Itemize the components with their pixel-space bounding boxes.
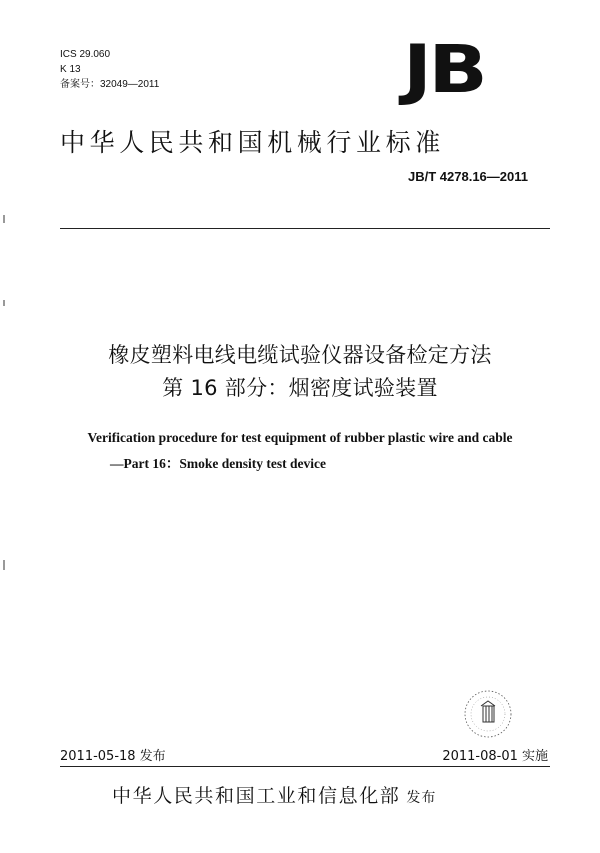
publisher-label: 发布 [406,790,437,806]
scan-artifact [3,215,5,223]
title-english-line-2: —Part 16：Smoke density test device [110,456,326,471]
publisher-name: 中华人民共和国工业和信息化部 [112,785,401,807]
ics-code: ICS 29.060 [60,49,111,60]
title-chinese-line-1: 橡皮塑料电线电缆试验仪器设备检定方法 [108,343,492,367]
title-chinese-line-2: 第 16 部分：烟密度试验装置 [162,376,438,400]
jb-logo: JB [403,31,485,108]
standard-number: JB/T 4278.16—2011 [408,169,528,184]
implementation-date: 2011-08-01 实施 [442,749,548,764]
footer-divider [60,766,550,767]
classification-block [60,47,159,92]
filing-number: 备案号：32049—2011 [60,79,160,90]
publisher [112,781,436,808]
scan-artifact [3,300,5,306]
ccs-code: K 13 [60,64,81,75]
header-divider [60,228,550,229]
library-seal-icon [462,688,514,740]
standard-category-title: 中华人民共和国机械行业标准 [60,128,445,157]
scan-artifact [3,560,5,570]
issue-date: 2011-05-18 发布 [60,749,166,764]
title-english-line-1: Verification procedure for test equipment of rubber plastic wire and cable [87,430,513,445]
